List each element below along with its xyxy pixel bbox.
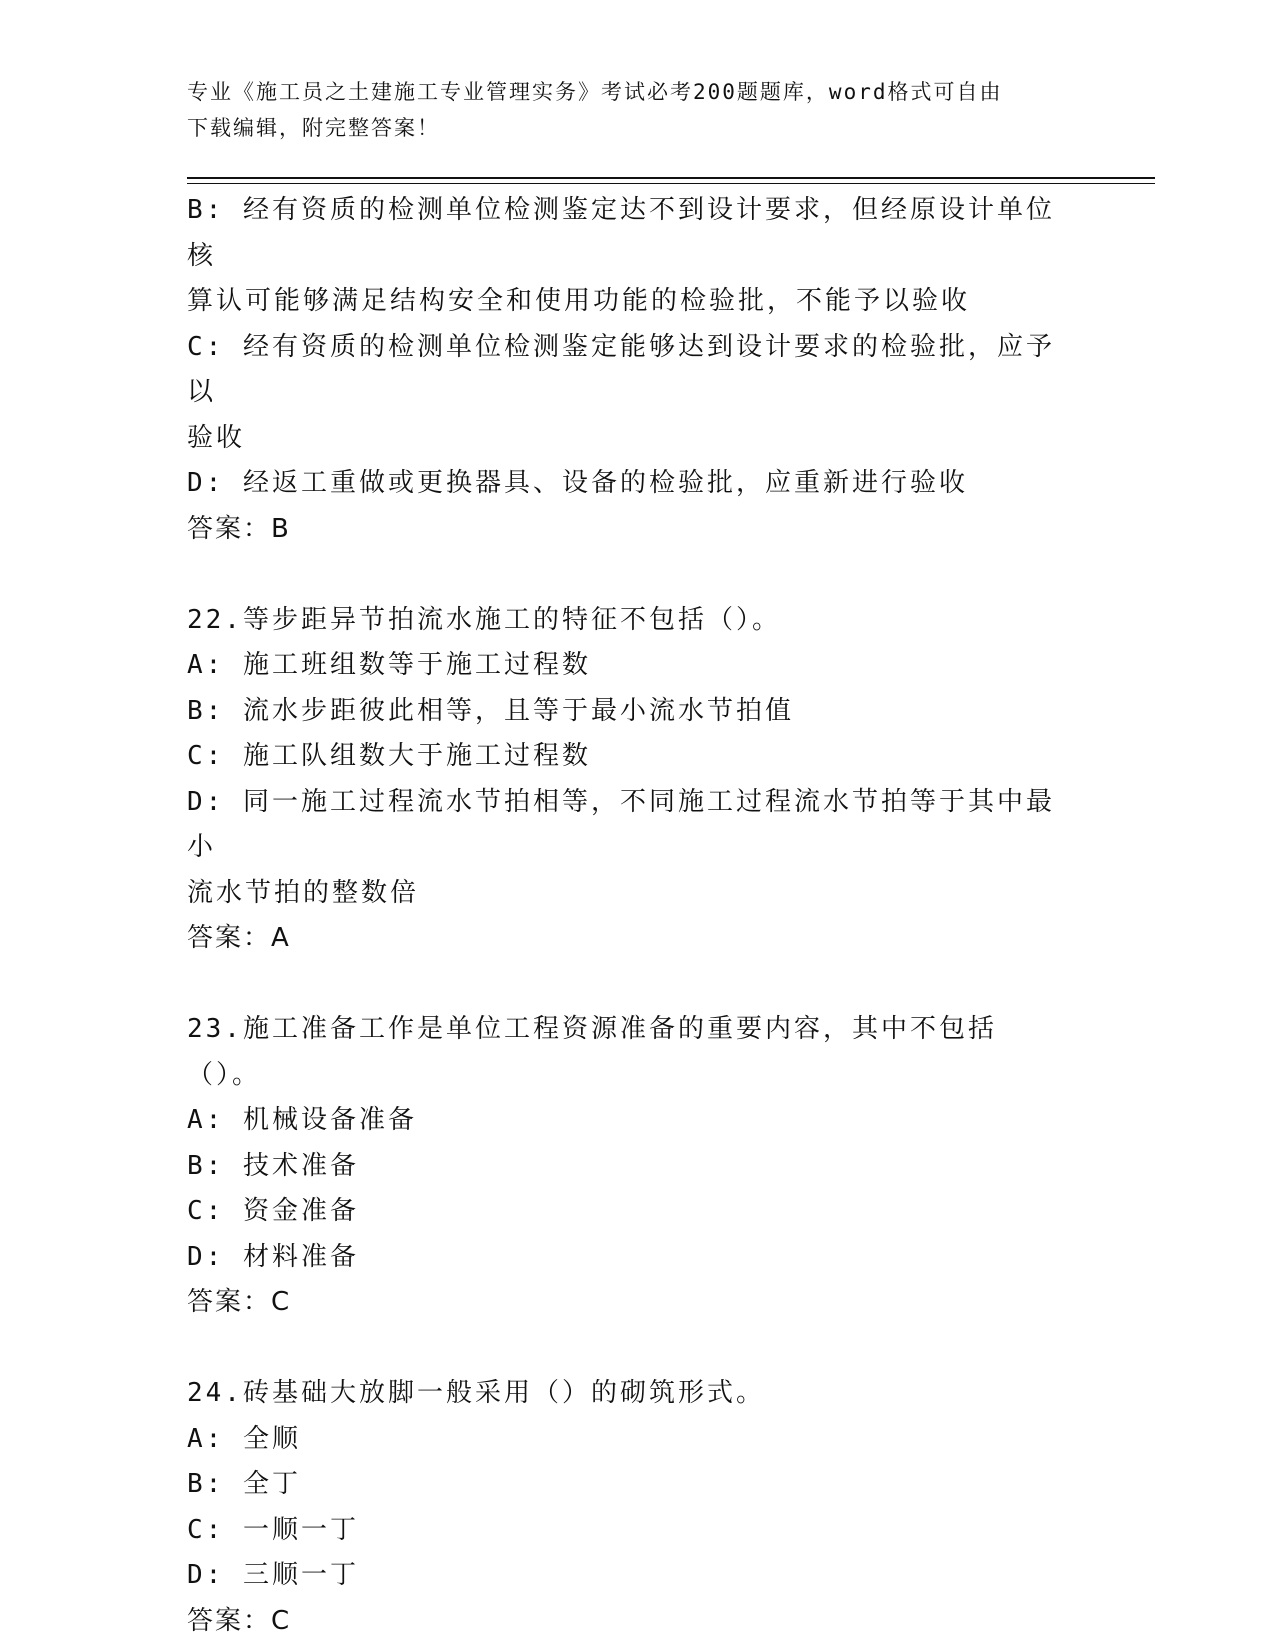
header-line-2: 下载编辑，附完整答案！	[187, 116, 440, 140]
option-c: C: 一顺一丁	[187, 1514, 359, 1545]
question-text: 23.施工准备工作是单位工程资源准备的重要内容，其中不包括（）。	[187, 1014, 997, 1090]
option-c: C: 资金准备	[187, 1196, 359, 1226]
question-23	[187, 1007, 1067, 1326]
option-b-line-1: B: 经有资质的检测单位检测鉴定达不到设计要求，但经原设计单位核	[187, 195, 1055, 271]
header-divider-thick	[187, 177, 1155, 179]
question-text: 22.等步距异节拍流水施工的特征不包括（）。	[187, 604, 781, 635]
option-d-line-1: D: 同一施工过程流水节拍相等，不同施工过程流水节拍等于其中最小	[187, 786, 1055, 862]
question-list	[187, 188, 1067, 1644]
option-d: D: 材料准备	[187, 1241, 359, 1272]
option-b-line-2: 算认可能够满足结构安全和使用功能的检验批，不能予以验收	[187, 286, 971, 316]
question-21-continued	[187, 188, 1067, 552]
option-c-line-1: C: 经有资质的检测单位检测鉴定能够达到设计要求的检验批，应予以	[187, 331, 1055, 407]
answer: 答案：A	[187, 923, 291, 953]
answer: 答案：C	[187, 1605, 292, 1636]
option-b: B: 流水步距彼此相等，且等于最小流水节拍值	[187, 695, 794, 726]
spacer	[187, 552, 1067, 598]
option-b: B: 技术准备	[187, 1150, 359, 1181]
spacer	[187, 962, 1067, 1008]
option-d: D: 经返工重做或更换器具、设备的检验批，应重新进行验收	[187, 468, 968, 498]
answer: 答案：C	[187, 1287, 292, 1317]
question-22	[187, 598, 1067, 962]
option-a: A: 机械设备准备	[187, 1105, 417, 1135]
answer: 答案：B	[187, 513, 291, 544]
document-header	[187, 74, 1067, 146]
option-d: D: 三顺一丁	[187, 1560, 359, 1590]
option-a: A: 施工班组数等于施工过程数	[187, 650, 591, 680]
option-c-line-2: 验收	[187, 422, 246, 453]
spacer	[187, 1326, 1067, 1372]
option-b: B: 全丁	[187, 1469, 301, 1499]
question-24	[187, 1371, 1067, 1644]
header-line-1: 专业《施工员之土建施工专业管理实务》考试必考200题题库，word格式可自由	[187, 80, 1003, 104]
header-divider-thin	[187, 183, 1155, 184]
option-c: C: 施工队组数大于施工过程数	[187, 741, 591, 771]
question-text: 24.砖基础大放脚一般采用（）的砌筑形式。	[187, 1378, 765, 1408]
option-d-line-2: 流水节拍的整数倍	[187, 877, 420, 908]
option-a: A: 全顺	[187, 1423, 301, 1454]
